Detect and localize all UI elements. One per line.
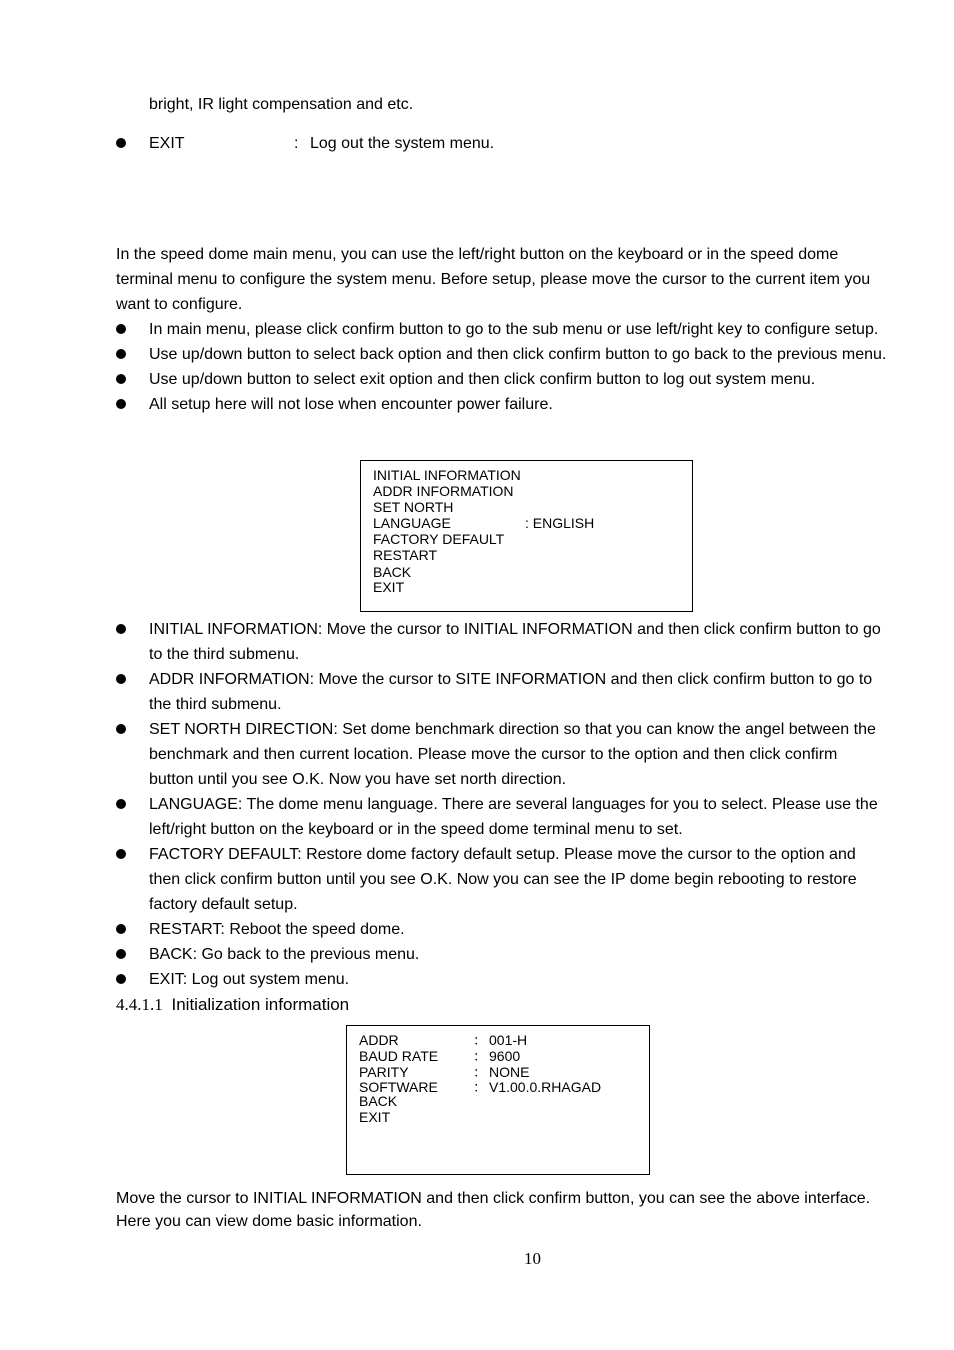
bullet-icon bbox=[116, 724, 126, 734]
list-item-line: FACTORY DEFAULT: Restore dome factory default setup. Please move the cursor to the option and bbox=[149, 846, 856, 863]
bullet-icon bbox=[116, 374, 126, 384]
section-heading bbox=[116, 992, 349, 1017]
bullet-icon bbox=[116, 324, 126, 334]
menu-item-language: LANGUAGE bbox=[373, 515, 451, 531]
menu-item-exit: EXIT bbox=[373, 579, 405, 595]
menu-item-addr-information: ADDR INFORMATION bbox=[373, 483, 514, 499]
menu-item-restart: RESTART bbox=[373, 547, 438, 563]
bullet-icon bbox=[116, 399, 126, 409]
list-item-line: factory default setup. bbox=[149, 896, 298, 913]
list-item-line: to the third submenu. bbox=[149, 646, 300, 663]
list-item-line: then click confirm button until you see O.K. Now you can see the IP dome begin rebooting to restore bbox=[149, 871, 857, 888]
list-item-line: BACK: Go back to the previous menu. bbox=[149, 946, 420, 963]
list-item-line: button until you see O.K. Now you have set north direction. bbox=[149, 771, 567, 788]
init-value-baud-rate: 9600 bbox=[489, 1048, 521, 1064]
init-label-addr: ADDR bbox=[359, 1032, 399, 1048]
init-colon: ： bbox=[473, 1079, 487, 1095]
list-item-line: ADDR INFORMATION: Move the cursor to SITE INFORMATION and then click confirm button to go to bbox=[149, 671, 873, 688]
section-number: 4.4.1.1 bbox=[116, 995, 163, 1014]
menu-item-back: BACK bbox=[373, 564, 412, 580]
paragraph-line: Move the cursor to INITIAL INFORMATION and then click confirm button, you can see the above interface. bbox=[116, 1190, 871, 1207]
paragraph-line: terminal menu to configure the system menu. Before setup, please move the cursor to the current item you bbox=[116, 271, 871, 288]
init-colon: ： bbox=[473, 1048, 487, 1064]
list-item: Use up/down button to select exit option and then click confirm button to log out system menu. bbox=[149, 371, 816, 388]
menu-language-value: : ENGLISH bbox=[525, 515, 595, 531]
list-item-line: INITIAL INFORMATION: Move the cursor to INITIAL INFORMATION and then click confirm button to go bbox=[149, 621, 881, 638]
menu-item-initial-information: INITIAL INFORMATION bbox=[373, 467, 521, 483]
init-info-box bbox=[346, 1025, 650, 1175]
list-item: In main menu, please click confirm button to go to the sub menu or use left/right key to configure setup. bbox=[149, 321, 879, 338]
bullet-icon bbox=[116, 799, 126, 809]
init-label-software: SOFTWARE bbox=[359, 1079, 438, 1095]
paragraph-line: want to configure. bbox=[116, 296, 243, 313]
init-value-addr: 001-H bbox=[489, 1032, 528, 1048]
bullet-icon bbox=[116, 849, 126, 859]
list-item-line: LANGUAGE: The dome menu language. There are several languages for you to select. Please use the bbox=[149, 796, 878, 813]
list-item-line: SET NORTH DIRECTION: Set dome benchmark direction so that you can know the angel between the bbox=[149, 721, 876, 738]
list-item-line: the third submenu. bbox=[149, 696, 282, 713]
init-item-back: BACK bbox=[359, 1093, 398, 1109]
list-item-line: left/right button on the keyboard or in the speed dome terminal menu to set. bbox=[149, 821, 683, 838]
bullet-icon bbox=[116, 138, 126, 148]
exit-item-desc: Log out the system menu. bbox=[310, 135, 495, 152]
bullet-icon bbox=[116, 974, 126, 984]
init-colon: ： bbox=[473, 1032, 487, 1048]
paragraph-line: Here you can view dome basic information. bbox=[116, 1213, 422, 1230]
init-label-baud-rate: BAUD RATE bbox=[359, 1048, 439, 1064]
menu-item-factory-default: FACTORY DEFAULT bbox=[373, 531, 505, 547]
list-item: Use up/down button to select back option and then click confirm button to go back to the previous menu. bbox=[149, 346, 887, 363]
init-item-exit: EXIT bbox=[359, 1109, 391, 1125]
list-item-line: RESTART: Reboot the speed dome. bbox=[149, 921, 405, 938]
bullet-icon bbox=[116, 674, 126, 684]
init-value-parity: NONE bbox=[489, 1064, 530, 1080]
menu-item-set-north: SET NORTH bbox=[373, 499, 454, 515]
list-item: All setup here will not lose when encounter power failure. bbox=[149, 396, 553, 413]
intro-continuation: bright, IR light compensation and etc. bbox=[149, 96, 414, 113]
section-title: Initialization information bbox=[171, 995, 350, 1014]
bullet-icon bbox=[116, 949, 126, 959]
init-label-parity: PARITY bbox=[359, 1064, 409, 1080]
list-item-line: benchmark and then current location. Please move the cursor to the option and then click confirm bbox=[149, 746, 838, 763]
exit-item-colon: : bbox=[294, 135, 299, 152]
bullet-icon bbox=[116, 624, 126, 634]
exit-item-label: EXIT bbox=[149, 135, 185, 152]
bullet-icon bbox=[116, 924, 126, 934]
list-item-line: EXIT: Log out system menu. bbox=[149, 971, 350, 988]
paragraph-line: In the speed dome main menu, you can use the left/right button on the keyboard or in the speed dome bbox=[116, 246, 839, 263]
page-number: 10 bbox=[524, 1249, 541, 1268]
init-colon: ： bbox=[473, 1064, 487, 1080]
init-value-software: V1.00.0.RHAGAD bbox=[489, 1079, 602, 1095]
bullet-icon bbox=[116, 349, 126, 359]
system-menu-box bbox=[360, 460, 693, 612]
